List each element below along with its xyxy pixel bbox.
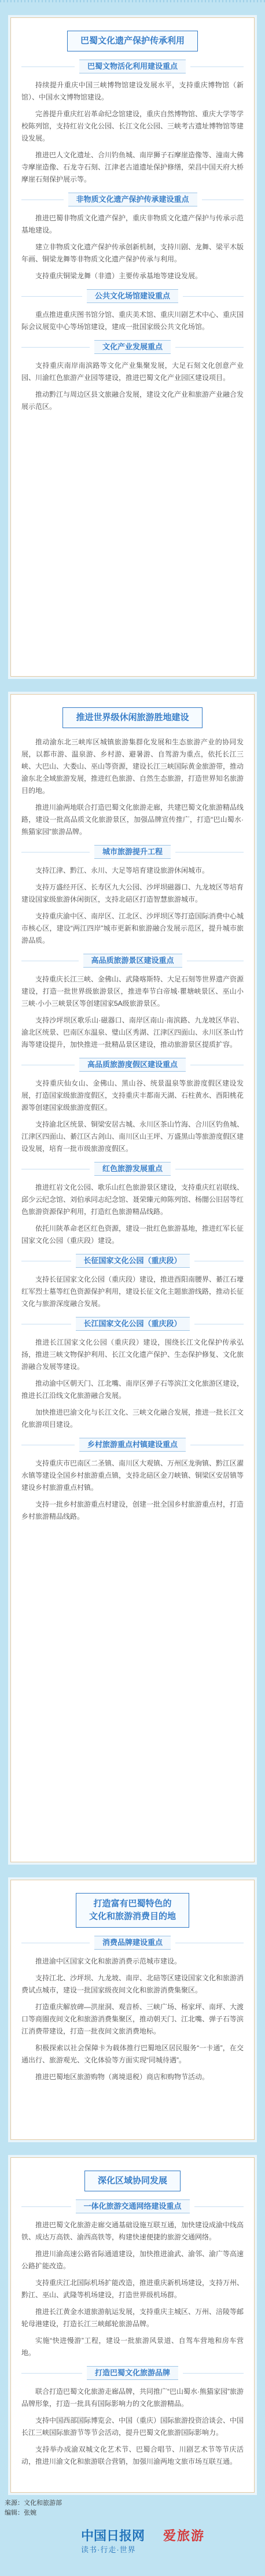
paragraph: 支持重庆南岸南滨路等文化产业集聚发展，大足石刻文化创意产业园、川渝红色旅游产业园等建设，推进巴蜀文化产业园区建设项目。 [21, 361, 244, 382]
paragraph: 推进川渝两地联合打造巴蜀文化旅游走廊，共建巴蜀文化旅游精品线路，建设一批高品质文化旅游景区，加强品牌宣传推广，打造“巴山蜀水·熊猫家园”旅游品牌。 [21, 803, 244, 836]
paragraph: 完善提升重庆红岩革命纪念馆建设，重庆自然博物馆、重庆大学等学校陈列馆，支持红岩文化公园、长江文化公园、三峡考古遗址博物馆等建设发展。 [21, 110, 244, 142]
sub-heading: 文化产业发展重点 [21, 340, 244, 354]
sub-heading: 红色旅游发展重点 [21, 1162, 244, 1176]
section-title-3: 打造富有巴蜀特色的 文化和旅游消费目的地 [76, 1893, 189, 1928]
paragraph: 支持重庆江北国际机场扩能改造，推进重庆新机场建设，支持万州、黔江、巫山、武隆等机场建设，打造世界级机场群。 [21, 2279, 244, 2299]
paragraph: 推进渝中区国家文化和旅游消费示范城市建设。 [35, 1957, 182, 1965]
paragraph: 推进红岩文化公园、歌乐山红色旅游景区建设，支持重庆红岩联线、邱少云纪念馆、刘伯承同志纪念馆、聂荣臻元帅陈列馆、杨闇公旧居等红色旅游资源保护利用，打造红色旅游精品线路。 [21, 1183, 244, 1216]
paragraph: 推动黔江与周边区县文旅融合发展，建设文化产业和旅游产业融合发展示范区。 [21, 390, 244, 411]
sub-heading: 打造巴蜀文化旅游品牌 [21, 2366, 244, 2380]
paragraph: 加快推进巴渝文化与长江文化、三峡文化融合发展，推进一批长江文化旅游项目建设。 [21, 1408, 244, 1429]
paragraph: 依托川陕革命老区红色资源，建设一批红色旅游基地，推进红军长征国家文化公园（重庆段）建设。 [21, 1224, 244, 1245]
paragraph: 推进巴蜀非物质文化遗产保护，重庆非物质文化遗产保护与传承示范基地建设。 [21, 214, 244, 234]
paragraph: 支持重庆渝中区、南岸区、江北区、沙坪坝区等打造国际消费中心城市核心区，建设“两江四岸”城市更新和旅游融合发展示范区，提升城市旅游品质。 [21, 912, 244, 944]
paragraph: 推进长江黄金水道旅游航运发展，支持重庆主城区、万州、涪陵等邮轮母港建设，打造长江三峡邮轮旅游品牌。 [21, 2308, 244, 2328]
paragraph: 积极探索以社会保障卡为载体推行巴蜀地区居民服务“一卡通”，在交通出行、旅游观光、文化体验等方面实现“同城待遇”。 [21, 2044, 244, 2064]
paragraph: 支持中国西部国际博览会、中国（重庆）国际旅游投资洽谈会、中国长江三峡国际旅游节等节会活动，提升巴蜀文化旅游国际影响力。 [21, 2416, 244, 2437]
logo-sub: 读书·行走·世界 [81, 2545, 136, 2554]
sub-heading: 高品质旅游度假区建设重点 [21, 1058, 244, 1072]
paragraph: 推进川渝高速公路省际通道建设，加快推进渝武、渝邻、渝广等高速公路扩能改造。 [21, 2250, 244, 2270]
editor-value: 张婉 [24, 2509, 36, 2516]
sub-heading: 非物质文化遗产保护传承建设重点 [21, 193, 244, 206]
paragraph: 建立非物质文化遗产保护传承创新机制，支持川剧、龙舞、梁平木版年画、铜梁龙舞等非物质文化遗产保护传承与利用。 [21, 243, 244, 263]
paragraph: 支持举办成渝双城文化艺术节、巴蜀合唱节、川剧艺术节等节庆活动，推进川渝文化和旅游联合营销，加强川渝两地文旅市场互联互通。 [21, 2445, 244, 2466]
sub-heading: 公共文化场馆建设重点 [21, 289, 244, 303]
section-title-4: 深化区域协同发展 [84, 2171, 181, 2191]
section-card-2 [10, 694, 255, 1862]
paragraph: 支持沙坪坝区歌乐山·磁器口、南岸区南山·南滨路、九龙坡区华岩、渝北区统景、巴南区东温泉、璧山区秀湖、江津区四面山、永川区茶山竹海等建设提升，加快推进一批精品景区建设，推动旅游景区提质扩容。 [21, 1016, 244, 1049]
logo-line1: 中国日报网 [81, 2529, 145, 2544]
section-card-4 [10, 2157, 255, 2493]
section-title-1: 巴蜀文化遗产保护传承利用 [67, 31, 198, 51]
sub-heading: 长征国家文化公园（重庆段） [21, 1254, 244, 1268]
paragraph: 支持一批乡村旅游重点村建设，创建一批全国乡村旅游重点村，打造乡村旅游精品线路。 [21, 1500, 244, 1520]
paragraph: 推动渝中区朝天门、江北嘴、南岸区弹子石等滨江文化旅游区建设，推进长江沿线文化旅游融合发展。 [21, 1379, 244, 1400]
paragraph: 联合打造巴蜀文化旅游走廊品牌，共同推广“巴山蜀水·熊猫家园”旅游品牌形象，打造一批具有国际影响力的文化旅游精品。 [21, 2387, 244, 2408]
sub-heading: 巴蜀文物活化利用建设重点 [21, 60, 244, 73]
paragraph: 支持重庆铜梁龙舞（非遗）主要传承基地等建设发展。 [35, 272, 203, 280]
paragraph: 推进长江国家文化公园（重庆段）建设，围绕长江文化保护传承弘扬，推进三峡文物保护利用、长江文化遗产保护、生态保护修复、文化旅游融合发展等建设。 [21, 1338, 244, 1371]
source-value: 文化和旅游部 [24, 2500, 62, 2507]
paragraph: 实施“快进慢游”工程，建设一批旅游风景道、自驾车营地和房车营地。 [21, 2337, 244, 2357]
sub-heading: 长江国家文化公园（重庆段） [21, 1317, 244, 1331]
paragraph: 支持江津、黔江、永川、大足等培育建设旅游休闲城市。 [35, 866, 209, 874]
paragraph: 推进巴蜀文化旅游走廊交通基础设施互联互通，加快建设成渝中线高铁、成达万高铁、渝西高铁等，构建快速便捷的旅游交通网络。 [21, 2221, 244, 2241]
paragraph: 支持长征国家文化公园（重庆段）建设，推进酉阳南腰界、綦江石壕红军烈士墓等红色资源保护利用，建设长征文化主题旅游线路，推动长征文化与旅游深度融合发展。 [21, 1275, 244, 1308]
sub-heading: 高品质旅游景区建设重点 [21, 954, 244, 968]
section-title-2: 推进世界级休闲旅游胜地建设 [62, 707, 202, 728]
sub-heading: 城市旅游提升工程 [21, 845, 244, 859]
paragraph: 推进巴蜀地区旅游购物（离境退税）商店和购物节活动。 [35, 2073, 209, 2081]
logo-line2: 爱旅游 [163, 2529, 205, 2544]
paragraph: 持续提升重庆中国三峡博物馆建设发展水平，支持重庆博物馆（新馆）、中国水文博物馆建设。 [21, 81, 244, 101]
paragraph: 支持重庆仙女山、金佛山、黑山谷、统景温泉等旅游度假区建设发展，打造国家级旅游度假区，支持重庆丰都南天湖、石柱黄水、酉阳桃花源等创建国家级旅游度假区。 [21, 1079, 244, 1112]
paragraph: 打造重庆解放碑—洪崖洞、观音桥、三峡广场、杨家坪、南坪、大渡口等商圈夜间文化和旅游消费集聚区，推动朝天门、江北嘴、弹子石等滨江消费带建设，打造一批夜间文旅消费地标。 [21, 2003, 244, 2035]
source-label: 来源： [5, 2500, 24, 2507]
sub-heading: 一体化旅游交通网络建设重点 [21, 2199, 244, 2213]
paragraph: 支持渝北区统景、铜梁安居古城、永川区茶山竹海、合川区钓鱼城、江津区四面山、綦江区古剑山、南川区山王坪、万盛黑山等旅游度假区建设发展，培育一批市级旅游度假区。 [21, 1120, 244, 1153]
sub-heading: 消费品牌建设重点 [21, 1936, 244, 1950]
top-dots [0, 0, 265, 10]
section-card-1 [10, 17, 255, 677]
footer [5, 2499, 260, 2518]
logo [81, 2523, 255, 2557]
paragraph: 推动渝东北三峡库区城镇旅游集群化发展和生态旅游产业的协同发展，以都市游、温泉游、乡村游、避暑游、自驾游为重点，依托长江三峡、大巴山、大娄山、巫山等资源，建设长江三峡国际黄金旅游带，推动渝东北全域旅游发展，推进红色旅游、自然生态旅游，打造世界知名旅游目的地。 [21, 738, 244, 795]
paragraph: 推进巴人文化遗址、合川钓鱼城、南岸狮子石摩崖造像等、潼南大佛寺摩崖造像、石龙寺石刻、江津老古道遗址保护修缮，荣昌中国天府大桥摩崖石刻保护展示等。 [21, 151, 244, 183]
paragraph: 支持江北、沙坪坝、九龙坡、南岸、北碚等区建设国家文化和旅游消费试点城市，建设一批国家级夜间文化和旅游消费集聚区。 [21, 1974, 244, 1994]
paragraph: 支持重庆长江三峡、金佛山、武隆喀斯特、大足石刻等世界遗产资源建设，打造一批世界级旅游景区，推进奉节白帝城·瞿塘峡景区、巫山小三峡·小小三峡景区等创建国家5A级旅游景区。 [21, 975, 244, 1007]
paragraph: 支持万盛经开区、长寿区九大公园、沙坪坝磁器口、九龙坡区等培育建设国家级旅游休闲街区，支持北碚区打造智慧旅游城市。 [21, 883, 244, 903]
paragraph: 重点推进重庆图书馆分馆、重庆美术馆、重庆川剧艺术中心、重庆国际会议展览中心等场馆建设，建成一批国家级公共文化场馆。 [21, 311, 244, 331]
editor-label: 编辑： [5, 2509, 24, 2516]
section-card-3 [10, 1880, 255, 2140]
sub-heading: 乡村旅游重点村镇建设重点 [21, 1438, 244, 1452]
paragraph: 支持重庆市巴南区二圣镇、南川区大观镇、万州区龙驹镇、黔江区濯水镇等建设全国乡村旅游重点镇，支持北碚区金刀峡镇、铜梁区安居镇等建设乡村旅游重点村镇。 [21, 1459, 244, 1492]
